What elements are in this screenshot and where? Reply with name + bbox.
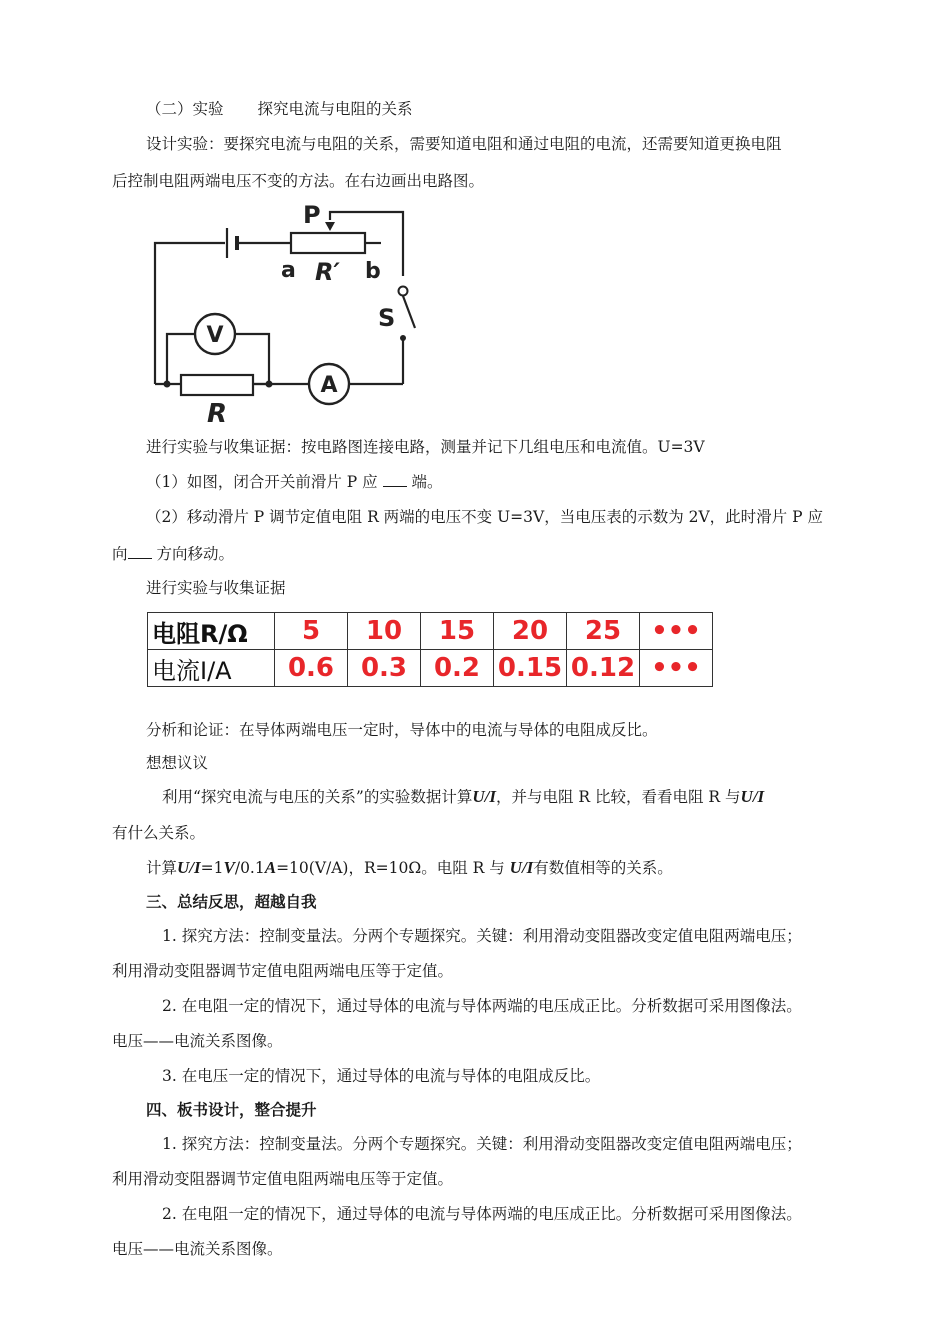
unit-v: V <box>223 858 235 877</box>
table-cell: 0.3 <box>348 650 421 687</box>
design-paragraph-line2: 后控制电阻两端电压不变的方法。在右边画出电路图。 <box>112 172 485 190</box>
table-cell: 5 <box>275 613 348 650</box>
calc-text: =10(V/A)，R=10Ω。电阻 R 与 <box>276 859 505 877</box>
table-cell: 25 <box>567 613 640 650</box>
discuss-text: 利用“探究电流与电压的关系”的实验数据计算 <box>162 788 473 806</box>
circuit-diagram <box>145 198 420 430</box>
summary-p2-line1: 2. 在电阻一定的情况下，通过导体的电流与导体两端的电压成正比。分析数据可采用图像法。 <box>162 997 802 1015</box>
resistance-header: 电阻R/Ω <box>148 613 275 650</box>
label-p: P <box>303 201 321 229</box>
summary-heading: 三、总结反思，超越自我 <box>146 892 317 911</box>
summary-p1-line2: 利用滑动变阻器调节定值电阻两端电压等于定值。 <box>112 962 454 980</box>
table-cell: 15 <box>421 613 494 650</box>
formula-ui: U/I <box>509 858 534 877</box>
current-header: 电流I/A <box>148 650 275 687</box>
question-2-line2 <box>112 542 234 565</box>
procedure-intro: 进行实验与收集证据：按电路图连接电路，测量并记下几组电压和电流值。U=3V <box>146 438 705 456</box>
calc-text: =1 <box>200 859 224 877</box>
board-heading: 四、板书设计，整合提升 <box>146 1100 317 1119</box>
table-cell: ••• <box>640 650 713 687</box>
section-heading <box>146 98 413 120</box>
table-row <box>148 650 713 687</box>
question-2-prefix: 向 <box>112 545 128 563</box>
question-2-line1: （2）移动滑片 P 调节定值电阻 R 两端的电压不变 U=3V，当电压表的示数为 2V，此时滑片 P 应 <box>146 508 823 526</box>
summary-p2-line2: 电压——电流关系图像。 <box>112 1032 283 1050</box>
board-p2-line2: 电压——电流关系图像。 <box>112 1240 283 1258</box>
label-a: a <box>281 258 296 283</box>
board-p1-line2: 利用滑动变阻器调节定值电阻两端电压等于定值。 <box>112 1170 454 1188</box>
discuss-line2: 有什么关系。 <box>112 824 206 842</box>
label-r: R <box>207 399 228 429</box>
table-row <box>148 613 713 650</box>
think-heading: 想想议议 <box>146 754 209 772</box>
board-p1-line1: 1. 探究方法：控制变量法。分两个专题探究。关键：利用滑动变阻器改变定值电阻两端电压； <box>162 1135 802 1153</box>
answer-blank-1[interactable] <box>383 470 407 487</box>
conclusion: 分析和论证：在导体两端电压一定时，导体中的电流与导体的电阻成反比。 <box>146 721 658 739</box>
calculation <box>146 857 673 879</box>
label-b: b <box>365 259 381 284</box>
formula-ui: U/I <box>740 787 765 806</box>
table-cell: 0.2 <box>421 650 494 687</box>
calc-text: 计算 <box>146 859 178 877</box>
discuss-line1 <box>162 786 764 808</box>
table-cell: 0.6 <box>275 650 348 687</box>
formula-ui: U/I <box>472 787 496 806</box>
unit-a: A <box>264 858 277 877</box>
section-title: 探究电流与电阻的关系 <box>257 100 413 118</box>
table-cell: ••• <box>640 613 713 650</box>
table-cell: 10 <box>348 613 421 650</box>
label-v: V <box>206 323 224 348</box>
collect-heading: 进行实验与收集证据 <box>146 579 286 597</box>
data-table <box>147 612 713 687</box>
summary-p3: 3. 在电压一定的情况下，通过导体的电流与导体的电阻成反比。 <box>162 1067 601 1085</box>
answer-blank-2[interactable] <box>128 542 152 559</box>
question-1-text: （1）如图，闭合开关前滑片 P 应 <box>146 473 378 491</box>
label-s: S <box>378 304 396 332</box>
calc-text: /0.1 <box>234 859 265 877</box>
question-1-suffix: 端。 <box>411 473 443 491</box>
section-title-prefix: （二）实验 <box>146 100 224 118</box>
discuss-text: ，并与电阻 R 比较，看看电阻 R 与 <box>495 788 741 806</box>
table-cell: 0.12 <box>567 650 640 687</box>
table-cell: 0.15 <box>494 650 567 687</box>
formula-ui: U/I <box>177 858 201 877</box>
label-r-prime: R′ <box>315 258 340 286</box>
calc-text: 有数值相等的关系。 <box>533 859 673 877</box>
board-p2-line1: 2. 在电阻一定的情况下，通过导体的电流与导体两端的电压成正比。分析数据可采用图像法。 <box>162 1205 802 1223</box>
table-cell: 20 <box>494 613 567 650</box>
label-ammeter: A <box>320 373 338 398</box>
design-paragraph-line1: 设计实验：要探究电流与电阻的关系，需要知道电阻和通过电阻的电流，还需要知道更换电阻 <box>146 135 782 153</box>
question-1 <box>146 470 443 493</box>
question-2-suffix: 方向移动。 <box>156 545 234 563</box>
summary-p1-line1: 1. 探究方法：控制变量法。分两个专题探究。关键：利用滑动变阻器改变定值电阻两端电压； <box>162 927 802 945</box>
